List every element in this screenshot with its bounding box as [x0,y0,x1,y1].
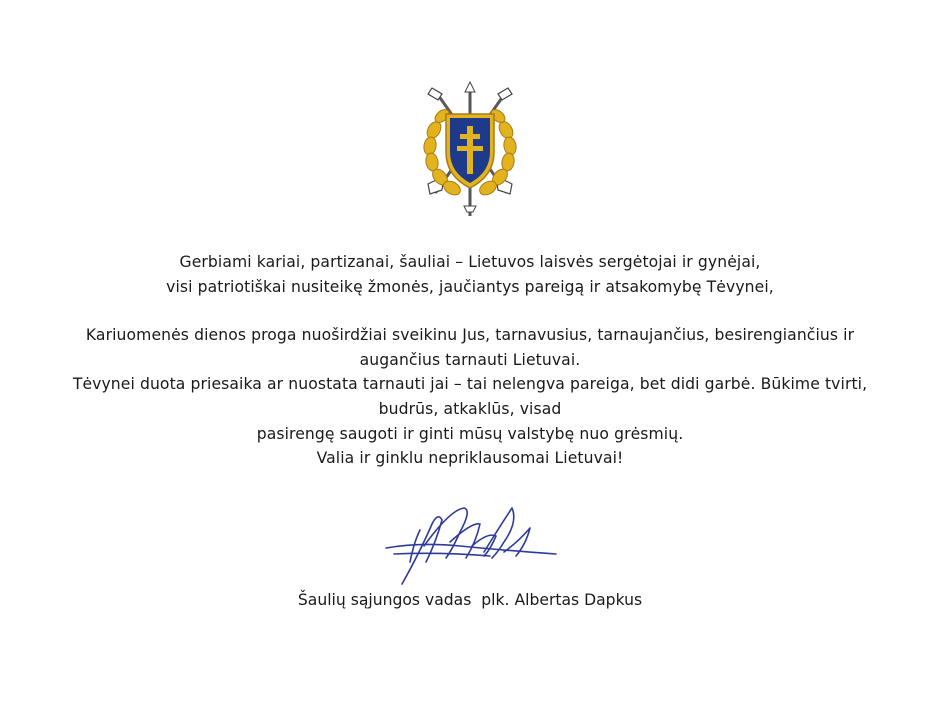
handwritten-signature [380,502,560,586]
signer-name: Šaulių sąjungos vadas plk. Albertas Dapkus [297,591,643,609]
emblem-icon [414,80,526,220]
salutation-line-2: visi patriotiškai nusiteikę žmonės, jaučiantys pareigą ir atsakomybę Tėvynei, [166,277,774,296]
signature-icon [380,502,560,586]
paragraph-2-line-3: pasirengę saugoti ir ginti mūsų valstybę nuo grėsmių. [256,424,684,443]
greeting-letter [0,250,940,471]
salutation-line-1: Gerbiami kariai, partizanai, šauliai – Lietuvos laisvės sergėtojai ir gynėjai, [179,253,761,271]
paragraph-1-line-1: Kariuomenės dienos proga nuoširdžiai sveikinu Jus, tarnavusius, tarnaujančius, besirengiančius ir [85,326,855,345]
paragraph-2-line-2: budrūs, atkaklūs, visad [378,399,562,418]
emblem-logo [414,80,526,220]
paragraph-1-line-2: augančius tarnauti Lietuvai. [359,350,581,369]
paragraph-2-line-1: Tėvynei duota priesaika ar nuostata tarnauti jai – tai nelengva pareiga, bet didi garbė. Būkime tvirti, [72,375,868,394]
closing-line: Valia ir ginklu nepriklausomai Lietuvai! [316,449,624,468]
